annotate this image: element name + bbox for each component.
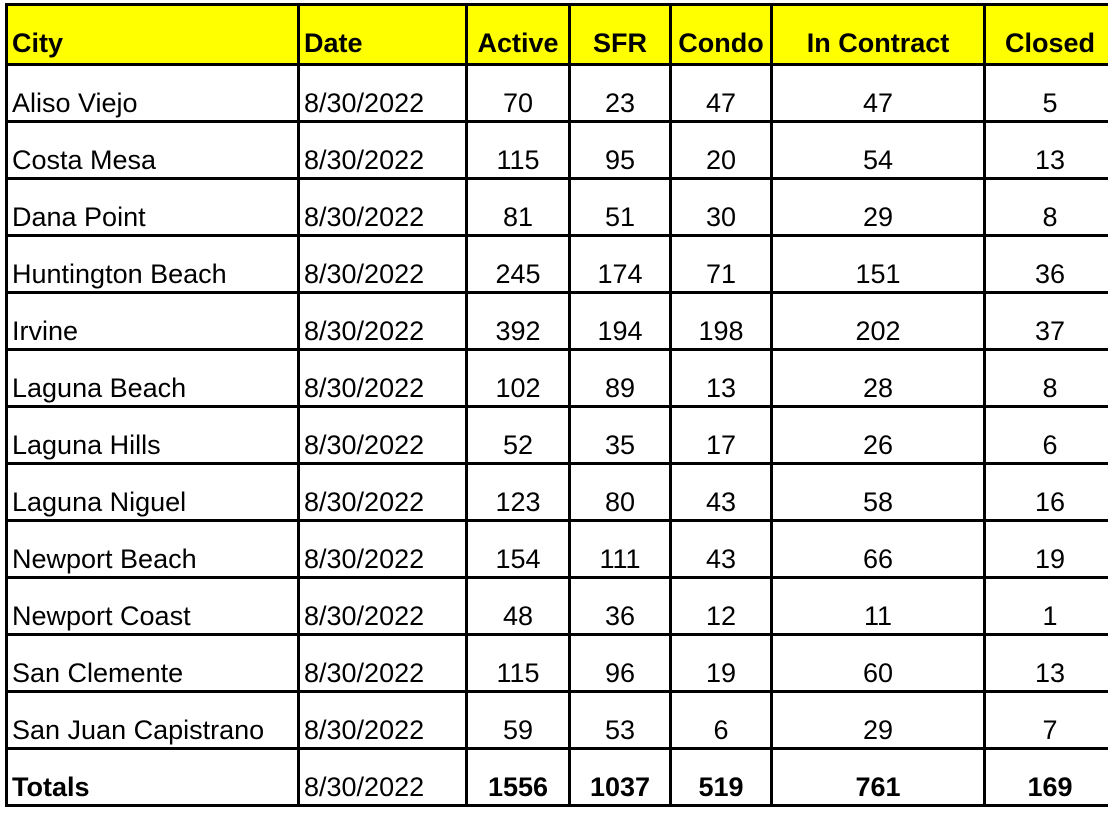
sfr-cell: 174 bbox=[570, 236, 671, 293]
condo-cell: 17 bbox=[671, 407, 772, 464]
active-cell: 52 bbox=[467, 407, 570, 464]
city-cell: Laguna Hills bbox=[7, 407, 299, 464]
city-cell: Costa Mesa bbox=[7, 122, 299, 179]
header-active: Active bbox=[467, 5, 570, 65]
active-cell: 154 bbox=[467, 521, 570, 578]
date-cell: 8/30/2022 bbox=[299, 293, 467, 350]
in-contract-cell: 66 bbox=[772, 521, 985, 578]
condo-cell: 30 bbox=[671, 179, 772, 236]
totals-closed: 169 bbox=[985, 749, 1108, 806]
closed-cell: 8 bbox=[985, 350, 1108, 407]
totals-label: Totals bbox=[7, 749, 299, 806]
table-row bbox=[7, 464, 1108, 521]
sfr-cell: 95 bbox=[570, 122, 671, 179]
in-contract-cell: 202 bbox=[772, 293, 985, 350]
sfr-cell: 51 bbox=[570, 179, 671, 236]
in-contract-cell: 29 bbox=[772, 692, 985, 749]
totals-active: 1556 bbox=[467, 749, 570, 806]
condo-cell: 20 bbox=[671, 122, 772, 179]
closed-cell: 16 bbox=[985, 464, 1108, 521]
date-cell: 8/30/2022 bbox=[299, 236, 467, 293]
header-closed: Closed bbox=[985, 5, 1108, 65]
active-cell: 115 bbox=[467, 635, 570, 692]
active-cell: 70 bbox=[467, 65, 570, 122]
table-row bbox=[7, 236, 1108, 293]
city-cell: Huntington Beach bbox=[7, 236, 299, 293]
sfr-cell: 23 bbox=[570, 65, 671, 122]
city-cell: Dana Point bbox=[7, 179, 299, 236]
table-row bbox=[7, 122, 1108, 179]
city-cell: Irvine bbox=[7, 293, 299, 350]
table-row bbox=[7, 179, 1108, 236]
header-condo: Condo bbox=[671, 5, 772, 65]
totals-row bbox=[7, 749, 1108, 806]
date-cell: 8/30/2022 bbox=[299, 407, 467, 464]
condo-cell: 12 bbox=[671, 578, 772, 635]
city-cell: Newport Beach bbox=[7, 521, 299, 578]
city-cell: Laguna Beach bbox=[7, 350, 299, 407]
date-cell: 8/30/2022 bbox=[299, 464, 467, 521]
condo-cell: 47 bbox=[671, 65, 772, 122]
active-cell: 81 bbox=[467, 179, 570, 236]
date-cell: 8/30/2022 bbox=[299, 122, 467, 179]
header-in-contract: In Contract bbox=[772, 5, 985, 65]
table-row bbox=[7, 635, 1108, 692]
city-cell: Newport Coast bbox=[7, 578, 299, 635]
sfr-cell: 36 bbox=[570, 578, 671, 635]
closed-cell: 6 bbox=[985, 407, 1108, 464]
in-contract-cell: 151 bbox=[772, 236, 985, 293]
closed-cell: 13 bbox=[985, 635, 1108, 692]
active-cell: 123 bbox=[467, 464, 570, 521]
closed-cell: 36 bbox=[985, 236, 1108, 293]
table-row bbox=[7, 578, 1108, 635]
condo-cell: 13 bbox=[671, 350, 772, 407]
active-cell: 102 bbox=[467, 350, 570, 407]
closed-cell: 19 bbox=[985, 521, 1108, 578]
totals-condo: 519 bbox=[671, 749, 772, 806]
in-contract-cell: 11 bbox=[772, 578, 985, 635]
closed-cell: 5 bbox=[985, 65, 1108, 122]
active-cell: 48 bbox=[467, 578, 570, 635]
in-contract-cell: 58 bbox=[772, 464, 985, 521]
header-city: City bbox=[7, 5, 299, 65]
closed-cell: 8 bbox=[985, 179, 1108, 236]
sfr-cell: 89 bbox=[570, 350, 671, 407]
table-row bbox=[7, 65, 1108, 122]
city-cell: Laguna Niguel bbox=[7, 464, 299, 521]
date-cell: 8/30/2022 bbox=[299, 65, 467, 122]
date-cell: 8/30/2022 bbox=[299, 635, 467, 692]
active-cell: 392 bbox=[467, 293, 570, 350]
table-row bbox=[7, 692, 1108, 749]
active-cell: 245 bbox=[467, 236, 570, 293]
condo-cell: 6 bbox=[671, 692, 772, 749]
date-cell: 8/30/2022 bbox=[299, 578, 467, 635]
sfr-cell: 53 bbox=[570, 692, 671, 749]
city-cell: San Juan Capistrano bbox=[7, 692, 299, 749]
sfr-cell: 111 bbox=[570, 521, 671, 578]
totals-date: 8/30/2022 bbox=[299, 749, 467, 806]
in-contract-cell: 54 bbox=[772, 122, 985, 179]
date-cell: 8/30/2022 bbox=[299, 521, 467, 578]
table-row bbox=[7, 293, 1108, 350]
condo-cell: 71 bbox=[671, 236, 772, 293]
closed-cell: 13 bbox=[985, 122, 1108, 179]
condo-cell: 19 bbox=[671, 635, 772, 692]
header-sfr: SFR bbox=[570, 5, 671, 65]
active-cell: 59 bbox=[467, 692, 570, 749]
condo-cell: 198 bbox=[671, 293, 772, 350]
table-row bbox=[7, 521, 1108, 578]
condo-cell: 43 bbox=[671, 521, 772, 578]
closed-cell: 1 bbox=[985, 578, 1108, 635]
sfr-cell: 35 bbox=[570, 407, 671, 464]
sfr-cell: 194 bbox=[570, 293, 671, 350]
listings-table bbox=[5, 3, 1108, 807]
header-row bbox=[7, 5, 1108, 65]
in-contract-cell: 60 bbox=[772, 635, 985, 692]
in-contract-cell: 26 bbox=[772, 407, 985, 464]
table-row bbox=[7, 407, 1108, 464]
totals-in-contract: 761 bbox=[772, 749, 985, 806]
sfr-cell: 96 bbox=[570, 635, 671, 692]
in-contract-cell: 29 bbox=[772, 179, 985, 236]
date-cell: 8/30/2022 bbox=[299, 179, 467, 236]
city-cell: San Clemente bbox=[7, 635, 299, 692]
closed-cell: 7 bbox=[985, 692, 1108, 749]
header-date: Date bbox=[299, 5, 467, 65]
condo-cell: 43 bbox=[671, 464, 772, 521]
sfr-cell: 80 bbox=[570, 464, 671, 521]
date-cell: 8/30/2022 bbox=[299, 692, 467, 749]
in-contract-cell: 28 bbox=[772, 350, 985, 407]
active-cell: 115 bbox=[467, 122, 570, 179]
in-contract-cell: 47 bbox=[772, 65, 985, 122]
city-cell: Aliso Viejo bbox=[7, 65, 299, 122]
table-row bbox=[7, 350, 1108, 407]
totals-sfr: 1037 bbox=[570, 749, 671, 806]
date-cell: 8/30/2022 bbox=[299, 350, 467, 407]
closed-cell: 37 bbox=[985, 293, 1108, 350]
